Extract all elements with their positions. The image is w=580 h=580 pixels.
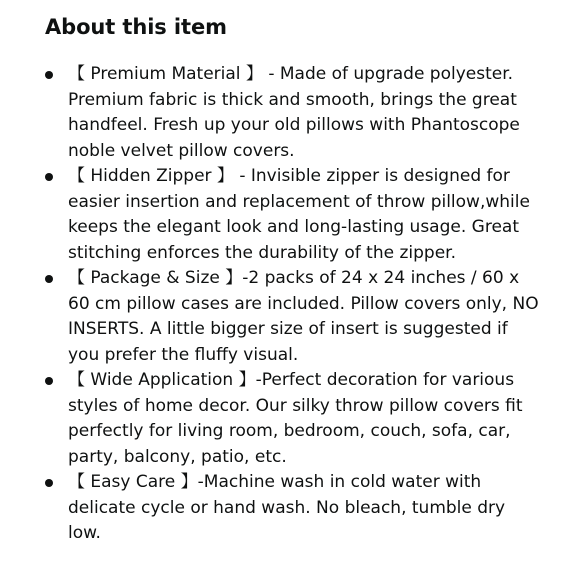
feature-bullet-list [45, 62, 540, 547]
bullet-dot-icon [45, 173, 53, 181]
bullet-dot-icon [45, 275, 53, 283]
list-item [45, 164, 540, 266]
bullet-text: 【 Hidden Zipper 】 - Invisible zipper is designed for easier insertion and replacement of throw pillow,while keeps the elegant look and long-lasting usage. Great stitching enforces the durability of the zipper. [68, 166, 530, 263]
list-item [45, 266, 540, 368]
bullet-text: 【 Easy Care 】-Machine wash in cold water with delicate cycle or hand wash. No bleach, tumble dry low. [68, 472, 506, 543]
list-item [45, 368, 540, 470]
bullet-dot-icon [45, 479, 53, 487]
bullet-dot-icon [45, 71, 53, 79]
bullet-text: 【 Wide Application 】-Perfect decoration for various styles of home decor. Our silky throw pillow covers fit perfectly for living room, bedroom, couch, sofa, car, party, balcony, patio, etc. [68, 370, 523, 467]
list-item [45, 62, 540, 164]
list-item [45, 470, 540, 547]
bullet-dot-icon [45, 377, 53, 385]
bullet-text: 【 Package & Size 】-2 packs of 24 x 24 inches / 60 x 60 cm pillow cases are included. Pillow covers only, NO INSERTS. A little bigger size of insert is suggested if you prefer the fluffy visual. [68, 268, 539, 365]
section-title: About this item [45, 15, 227, 39]
bullet-text: 【 Premium Material 】 - Made of upgrade polyester. Premium fabric is thick and smooth, brings the great handfeel. Fresh up your old pillows with Phantoscope noble velvet pillow covers. [68, 64, 520, 161]
